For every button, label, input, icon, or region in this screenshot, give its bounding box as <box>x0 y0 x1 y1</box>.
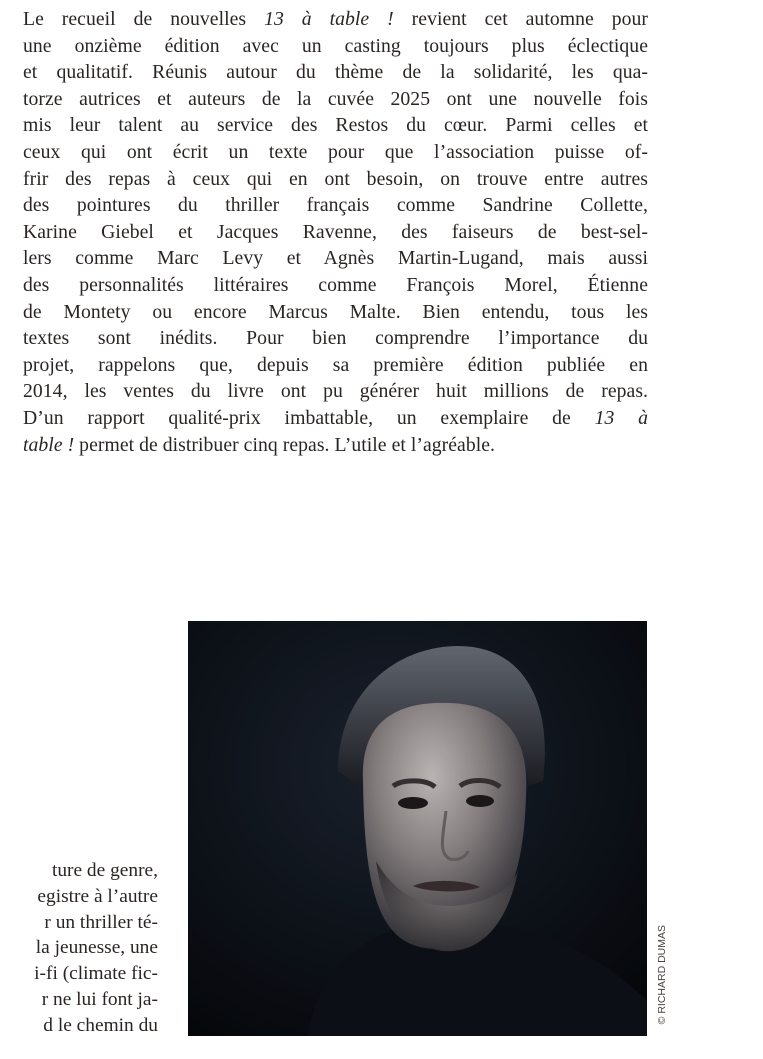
fragment-line: r un thriller té- <box>44 911 158 933</box>
fragment-line: la jeunesse, une <box>35 937 158 959</box>
article-line: Le recueil de nouvelles 13 à table ! revient cet automne pour <box>23 8 648 30</box>
article-line: frir des repas à ceux qui en ont besoin, on trouve entre autres <box>23 167 648 190</box>
book-title-italic: table ! <box>23 433 75 456</box>
article-line: D’un rapport qualité-prix imbattable, un exemplaire de 13 à <box>23 406 648 429</box>
fragment-line: egistre à l’autre <box>37 885 158 907</box>
article-line: table ! permet de distribuer cinq repas. L’utile et l’agréable. <box>23 433 496 456</box>
left-column-fragment <box>0 858 158 1039</box>
article-line: 2014, les ventes du livre ont pu générer huit millions de repas. <box>23 380 648 403</box>
article-line: projet, rappelons que, depuis sa première édition publiée en <box>23 353 648 376</box>
article-line: Karine Giebel et Jacques Ravenne, des faiseurs de best-sel- <box>23 220 648 243</box>
article-line: torze autrices et auteurs de la cuvée 2025 ont une nouvelle fois <box>23 87 648 110</box>
article-line: des personnalités littéraires comme François Morel, Étienne <box>23 273 648 296</box>
article-line: des pointures du thriller français comme Sandrine Collette, <box>23 194 648 217</box>
book-title-italic: 13 à <box>594 406 648 429</box>
article-line: lers comme Marc Levy et Agnès Martin-Lugand, mais aussi <box>23 247 648 270</box>
article-line: et qualitatif. Réunis autour du thème de la solidarité, les qua- <box>23 61 648 84</box>
article-line: de Montety ou encore Marcus Malte. Bien entendu, tous les <box>23 300 648 323</box>
author-portrait-photo <box>188 621 647 1036</box>
fragment-line: r ne lui font ja- <box>41 988 158 1010</box>
article-line: mis leur talent au service des Restos du cœur. Parmi celles et <box>23 114 648 137</box>
book-title-italic: 13 à table ! <box>264 8 394 30</box>
article-line: ceux qui ont écrit un texte pour que l’association puisse of- <box>23 140 648 163</box>
fragment-line: d le chemin du <box>43 1014 158 1036</box>
article-line: une onzième édition avec un casting toujours plus éclectique <box>23 34 648 57</box>
fragment-line: i-fi (climate fic- <box>34 963 158 985</box>
article-paragraph <box>23 6 648 458</box>
photo-credit: © RICHARD DUMAS <box>656 925 668 1025</box>
fragment-line: ture de genre, <box>51 860 158 881</box>
article-line: textes sont inédits. Pour bien comprendre l’importance du <box>23 327 648 350</box>
